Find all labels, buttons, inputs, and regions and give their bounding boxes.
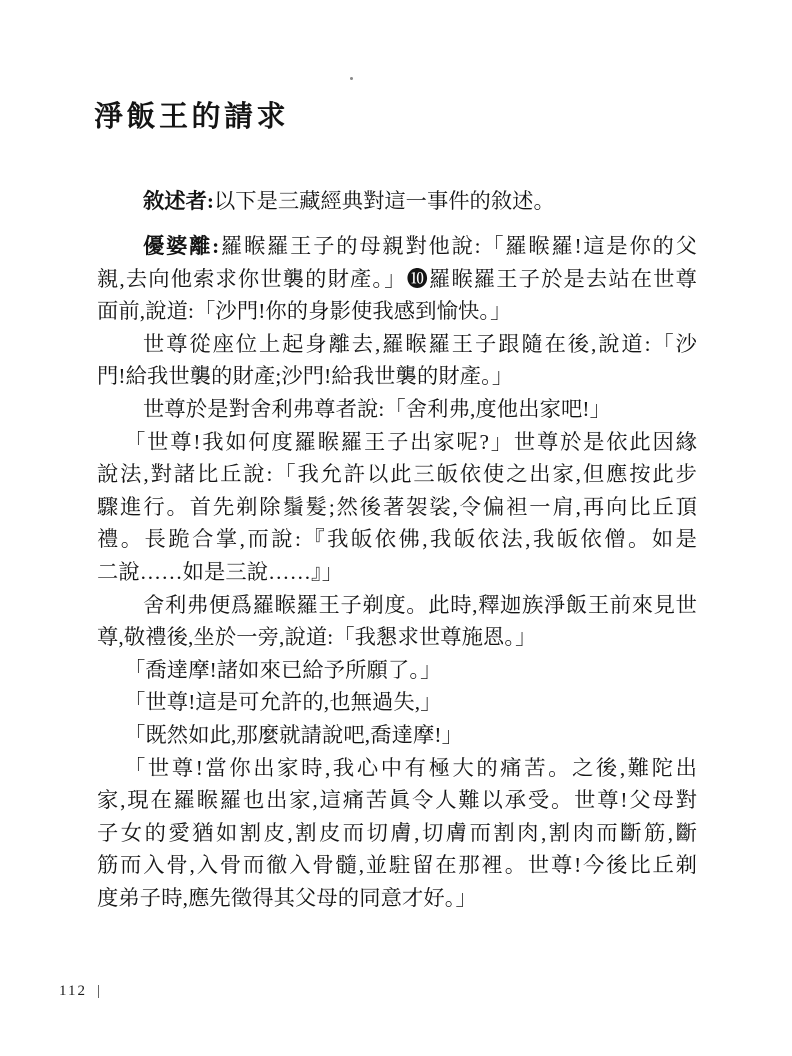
text-line: 面前,說道:「沙門!你的身影使我感到愉快。」 [97,299,512,324]
text-line: 「世尊!當你出家時,我心中有極大的痛苦。之後,難陀出 [124,755,697,780]
text-line: 「喬達摩!諸如來已給予所願了。」 [124,657,442,682]
text-line: 家,現在羅睺羅也出家,這痛苦眞令人難以承受。世尊!父母對 [97,788,697,813]
text-line: 優婆離:羅睺羅王子的母親對他說:「羅睺羅!這是你的父 [143,234,697,258]
text-line: 尊,敬禮後,坐於一旁,說道:「我懇求世尊施恩。」 [97,625,537,650]
text-line: 子女的愛猶如割皮,割皮而切膚,切膚而割肉,割肉而斷筋,斷 [97,820,697,845]
text-line: 二說……如是三說……』」 [97,559,344,584]
text-line: 「既然如此,那麼就請說吧,喬達摩!」 [124,722,463,747]
text-line: 禮。長跪合掌,而說:『我皈依佛,我皈依法,我皈依僧。如是 [97,527,697,552]
text-line: 驟進行。首先剃除鬚髮;然後著袈裟,令偏袒一肩,再向比丘頂 [97,494,697,519]
text-line: 「世尊!這是可允許的,也無過失,」 [124,690,442,715]
narrator-text: 以下是三藏經典對這一事件的敘述。 [213,189,555,214]
text-line: 世尊從座位上起身離去,羅睺羅王子跟隨在後,說道:「沙 [143,331,697,356]
narrator-line [97,187,697,216]
page-number: 112 [59,983,87,999]
text-line: 筋而入骨,入骨而徹入骨髓,並駐留在那裡。世尊!今後比丘剃 [97,853,697,878]
text-line: 舍利弗便爲羅睺羅王子剃度。此時,釋迦族淨飯王前來見世 [143,592,697,617]
text-line: 說法,對諸比丘說:「我允許以此三皈依使之出家,但應按此步 [97,462,697,487]
page-footer [59,983,102,1000]
narrator-speaker-label: 敘述者: [143,189,214,214]
text-line: 「世尊!我如何度羅睺羅王子出家呢?」世尊於是依此因緣 [124,429,697,454]
text-line: 世尊於是對舍利弗尊者說:「舍利弗,度他出家吧!」 [143,396,611,421]
text-line: 門!給我世襲的財產;沙門!給我世襲的財產。」 [97,364,514,389]
text-line: 度弟子時,應先徵得其父母的同意才好。」 [97,885,477,910]
page-title: 淨飯王的請求 [94,101,290,134]
speaker-label: 優婆離: [143,234,220,258]
body-text [97,230,697,914]
text-line: 親,去向他索求你世襲的財產。」❿羅睺羅王子於是去站在世尊 [97,266,697,291]
scan-speck [350,77,353,80]
footer-divider: | [96,983,102,999]
